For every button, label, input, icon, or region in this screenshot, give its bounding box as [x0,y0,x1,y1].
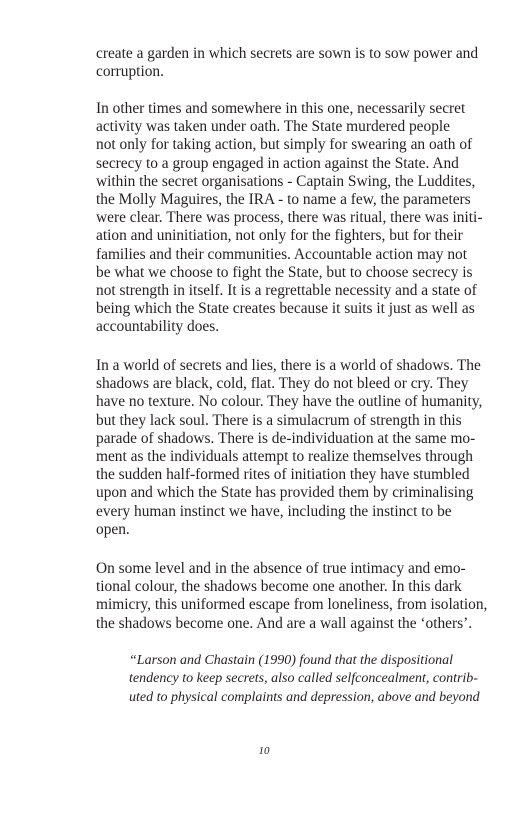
paragraph-2 [96,100,486,337]
text-line: not strength in itself. It is a regrettable necessity and a state of [96,282,477,300]
text-line: activity was taken under oath. The State murdered people [96,118,451,136]
paragraph-1 [96,45,486,81]
text-line: were clear. There was process, there was ritual, there was initi- [96,209,483,227]
text-line: ment as the individuals attempt to realize themselves through [96,448,473,466]
text-line: tional colour, the shadows become one another. In this dark [96,578,462,596]
text-line: create a garden in which secrets are sown is to sow power and [96,45,479,62]
text-line: mimicry, this uniformed escape from loneliness, from isolation, [96,596,488,614]
text-line: shadows are black, cold, flat. They do not bleed or cry. They [96,375,469,393]
text-line: In other times and somewhere in this one, necessarily secret [96,100,466,117]
text-line: In a world of secrets and lies, there is a world of shadows. The [96,357,481,374]
text-line: secrecy to a group engaged in action against the State. And [96,154,459,172]
text-line: within the secret organisations - Captain Swing, the Luddites, [96,172,476,190]
text-line: families and their communities. Accountable action may not [96,245,467,263]
text-line: corruption. [96,63,164,81]
text-line: every human instinct we have, including the instinct to be [96,502,452,520]
text-line: being which the State creates because it suits it just as well as [96,300,475,318]
text-line: upon and which the State has provided them by criminalising [96,484,474,502]
text-line: On some level and in the absence of true intimacy and emo- [96,560,466,577]
text-line: parade of shadows. There is de-individuation at the same mo- [96,429,476,447]
page-number: 10 [258,745,270,757]
text-line: have no texture. No colour. They have the outline of humanity, [96,393,483,411]
paragraph-3 [96,357,486,539]
text-line: but they lack soul. There is a simulacrum of strength in this [96,411,462,429]
text-line: open. [96,520,130,538]
text-line: the sudden half-formed rites of initiation they have stumbled [96,466,470,484]
quote-line: tendency to keep secrets, also called selfconcealment, contrib- [129,671,478,687]
text-line: ation and uninitiation, not only for the fighters, but for their [96,227,463,245]
quote-line: “Larson and Chastain (1990) found that the dispositional [129,653,453,668]
text-line: not only for taking action, but simply for swearing an oath of [96,136,473,154]
paragraph-4 [96,560,486,633]
text-line: the shadows become one. And are a wall against the ‘others’. [96,614,473,632]
quote-line: uted to physical complaints and depression, above and beyond [129,689,480,705]
text-line: accountability does. [96,318,220,336]
text-line: the Molly Maguires, the IRA - to name a few, the parameters [96,191,471,209]
text-line: be what we choose to fight the State, but to choose secrecy is [96,263,473,281]
block-quote [129,652,480,707]
